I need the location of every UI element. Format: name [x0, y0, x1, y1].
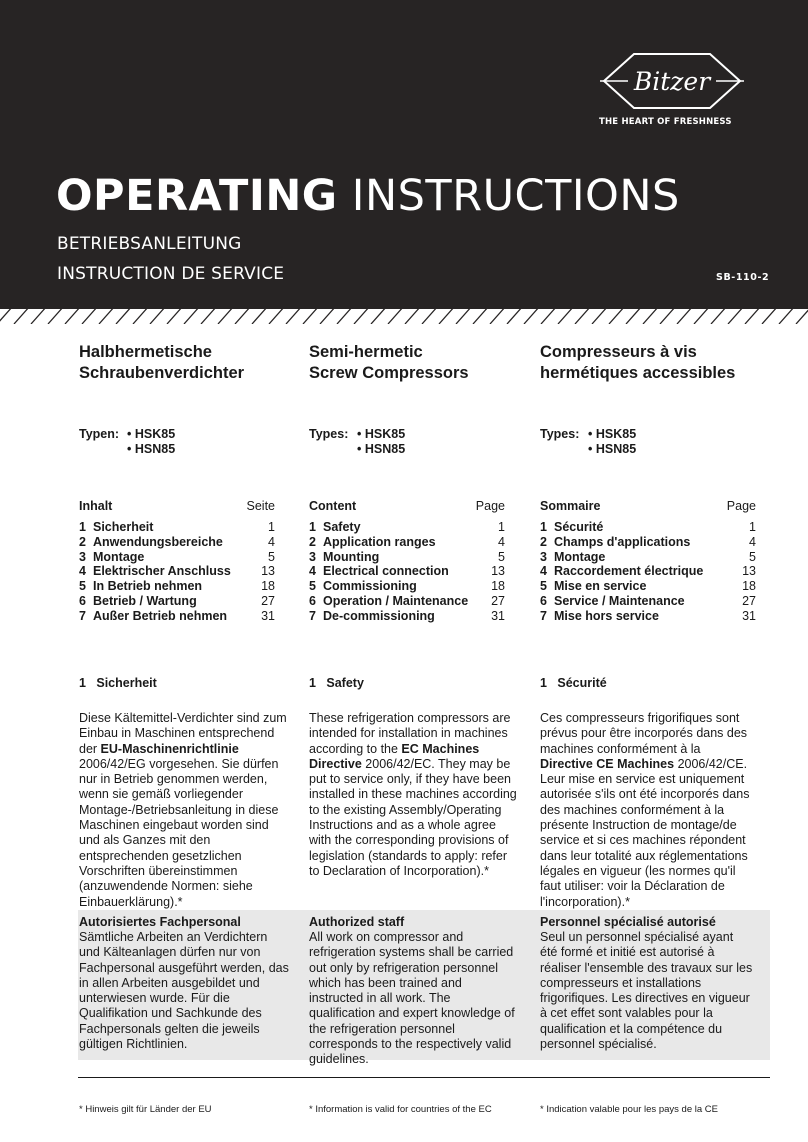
section-paragraph: These refrigeration compressors are intended for installation in machines according to the EC Machines Directive 2006/42/EC. They may be put to service only, if they have been installed in these machines according to the existing Assembly/Operating Instructions and as a whole agree with the corresponding provisions of legislation (standards to apply: refer to Declaration of Incorporation).* — [309, 711, 517, 878]
notice-french — [540, 915, 754, 1052]
toc-row[interactable]: 4 Elektrischer Anschluss 13 — [79, 564, 275, 579]
notice-title: Autorisiertes Fachpersonal — [79, 915, 241, 929]
footnote-german: * Hinweis gilt für Länder der EU — [79, 1104, 212, 1115]
bitzer-logo — [598, 48, 746, 114]
brand-tagline: THE HEART OF FRESHNESS — [599, 117, 732, 127]
toc-row[interactable]: 6 Service / Maintenance 27 — [540, 593, 756, 608]
page-title — [56, 168, 680, 224]
section-paragraph: Ces compresseurs frigorifiques sont prévus pour être incorporés dans des machines conformément à la Directive CE Machines 2006/42/CE. Leur mise en service est uniquement autorisée s'ils ont été incorporés dans des machines conformément à la présente Instruction de montage/de service et si ces machines répondent dans leur totalité aux réglementations légales en vigueur (les normes qu'il faut utiliser: voir la Déclaration de l'incorporation).* — [540, 711, 750, 909]
section-heading: 1 Sicherheit — [79, 676, 157, 690]
notice-title: Personnel spécialisé autorisé — [540, 915, 716, 929]
toc-row[interactable]: 1 Safety 1 — [309, 520, 505, 534]
footnote-divider — [78, 1077, 770, 1078]
toc-row[interactable]: 5 Mise en service 18 — [540, 579, 756, 594]
notice-text: All work on compressor and refrigeration systems shall be carried out only by refrigeration personnel which has been trained and instructed in all work. The qualification and expert knowledge of the refrigeration personnel corresponds to the respectively valid guidelines. — [309, 930, 515, 1067]
column-title: Compresseurs à vis hermétiques accessibles — [540, 343, 736, 382]
toc-row[interactable]: 5 In Betrieb nehmen 18 — [79, 579, 275, 594]
toc-row[interactable]: 4 Electrical connection 13 — [309, 564, 505, 579]
section-heading: 1 Sécurité — [540, 676, 607, 690]
toc-row[interactable]: 2 Champs d'applications 4 — [540, 534, 756, 549]
notice-english — [309, 915, 519, 1068]
toc-row[interactable]: 7 Mise hors service 31 — [540, 608, 756, 623]
notice-title: Authorized staff — [309, 915, 405, 929]
notice-text: Sämtliche Arbeiten an Verdichtern und Kälteanlagen dürfen nur von Fachpersonal ausgeführt werden, das in allen Arbeiten ausgebildet und unterwiesen wurde. Für die Qualifikation und Sachkunde des Fachpersonals gelten die jeweils gültigen Richtlinien. — [79, 930, 289, 1052]
toc-list — [540, 520, 756, 624]
toc-list — [309, 520, 505, 624]
toc-row[interactable]: 3 Montage 5 — [540, 549, 756, 564]
notice-text: Seul un personnel spécialisé ayant été formé et initié est autorisé à réaliser l'ensemble des travaux sur les compresseurs et installations frigorifiques. Les directives en vigueur à cet effet sont valables pour la qualification et la compétence du personnel spécialisé. — [540, 930, 753, 1052]
toc-row[interactable]: 1 Sicherheit 1 — [79, 520, 275, 534]
footnote-french: * Indication valable pour les pays de la CE — [540, 1104, 718, 1115]
toc-row[interactable]: 6 Operation / Maintenance 27 — [309, 593, 505, 608]
toc-row[interactable]: 4 Raccordement électrique 13 — [540, 564, 756, 579]
footnote-english: * Information is valid for countries of the EC — [309, 1104, 492, 1115]
svg-text:Bitzer: Bitzer — [633, 67, 711, 96]
diagonal-stripe-band — [0, 306, 808, 324]
header-banner — [0, 0, 808, 306]
title-bold: OPERATING — [56, 171, 338, 221]
notice-german — [79, 915, 289, 1052]
toc-row[interactable]: 7 Außer Betrieb nehmen 31 — [79, 608, 275, 623]
toc-row[interactable]: 1 Sécurité 1 — [540, 520, 756, 534]
toc-row[interactable]: 5 Commissioning 18 — [309, 579, 505, 594]
column-title: Halbhermetische Schraubenverdichter — [79, 343, 245, 382]
subtitle-de: BETRIEBSANLEITUNG — [57, 234, 242, 254]
section-heading: 1 Safety — [309, 676, 364, 690]
toc-row[interactable]: 7 De-commissioning 31 — [309, 608, 505, 623]
section-paragraph: Diese Kältemittel-Verdichter sind zum Einbau in Maschinen entsprechend der EU-Maschinenrichtlinie 2006/42/EG vorgesehen. Sie dürfen nur in Betrieb genommen werden, wenn sie gemäß vorliegender Montage-/Betriebsanleitung in diese Maschinen eingebaut worden sind und als Ganzes mit den entsprechenden gesetzlichen Vorschriften übereinstimmen (anzuwendende Normen: siehe Einbauerklärung).* — [79, 711, 287, 909]
toc-row[interactable]: 6 Betrieb / Wartung 27 — [79, 593, 275, 608]
subtitle-fr: INSTRUCTION DE SERVICE — [57, 264, 285, 284]
toc-row[interactable]: 2 Anwendungsbereiche 4 — [79, 534, 275, 549]
toc-row[interactable]: 3 Mounting 5 — [309, 549, 505, 564]
column-title: Semi-hermetic Screw Compressors — [309, 343, 469, 382]
document-code: SB-110-2 — [716, 272, 770, 283]
toc-list — [79, 520, 275, 624]
toc-row[interactable]: 2 Application ranges 4 — [309, 534, 505, 549]
toc-row[interactable]: 3 Montage 5 — [79, 549, 275, 564]
title-light: INSTRUCTIONS — [351, 171, 680, 221]
